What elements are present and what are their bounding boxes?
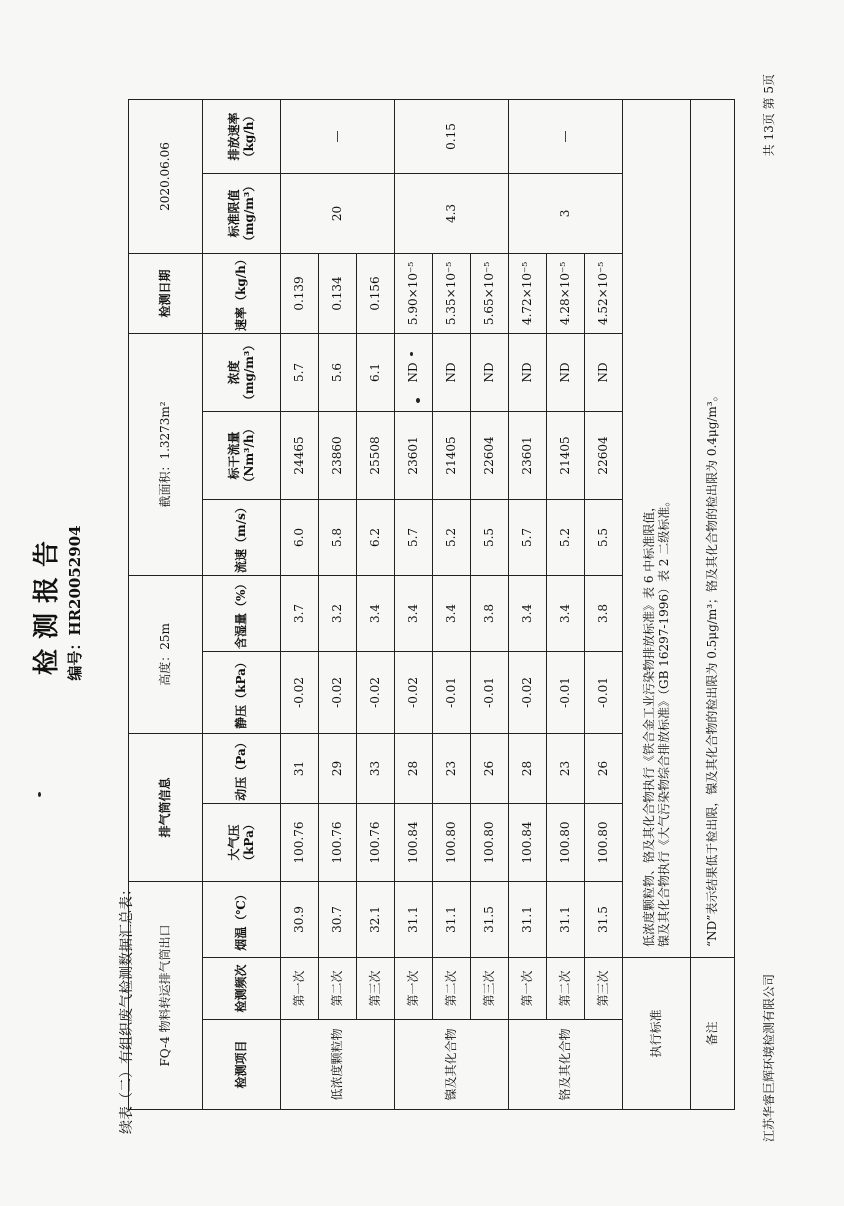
rate-cell: 4.28×10⁻⁵ [547, 253, 585, 333]
atm-cell: 100.76 [357, 803, 395, 881]
static-cell: -0.02 [395, 651, 433, 733]
conc-cell: 6.1 [357, 333, 395, 411]
freq-cell: 第二次 [433, 958, 471, 1020]
temp-cell: 31.5 [585, 881, 623, 957]
freq-cell: 第一次 [395, 958, 433, 1020]
report-number: 编号：HR20052904 [66, 525, 84, 681]
freq-cell: 第一次 [281, 958, 319, 1020]
dyn-cell: 29 [319, 733, 357, 803]
freq-cell: 第三次 [471, 958, 509, 1020]
rate-cell: 0.156 [357, 253, 395, 333]
flow-cell: 5.7 [509, 499, 547, 575]
static-cell: -0.02 [357, 651, 395, 733]
emission-table [128, 99, 735, 1110]
conc-cell: ND [433, 333, 471, 411]
rate-cell: 4.52×10⁻⁵ [585, 253, 623, 333]
static-cell: -0.01 [471, 651, 509, 733]
item-name: 铬及其化合物 [509, 1020, 623, 1110]
test-date: 2020.06.06 [129, 99, 203, 253]
section-area: 截面积：1.3273m² [129, 333, 203, 575]
flow-cell: 5.2 [547, 499, 585, 575]
flow-cell: 5.8 [319, 499, 357, 575]
dyn-cell: 26 [585, 733, 623, 803]
limit-rate-cell: — [509, 99, 623, 173]
conc-cell: ND [509, 333, 547, 411]
flow-cell: 6.2 [357, 499, 395, 575]
col-dyn: 动压（Pa） [203, 733, 281, 803]
dyn-cell: 26 [471, 733, 509, 803]
moist-cell: 3.4 [395, 575, 433, 651]
freq-cell: 第三次 [585, 958, 623, 1020]
atm-cell: 100.80 [471, 803, 509, 881]
table-row [395, 99, 433, 1109]
atm-cell: 100.84 [395, 803, 433, 881]
limit-rate-cell: — [281, 99, 395, 173]
header-row-1 [129, 99, 203, 1109]
report-title: 检测报告 [32, 531, 62, 676]
col-moist: 含湿量（%） [203, 575, 281, 651]
table-row [281, 99, 319, 1109]
standard-text [623, 99, 691, 957]
col-limit: 标准限值（mg/m³） [203, 173, 281, 253]
freq-cell: 第一次 [509, 958, 547, 1020]
conc-cell: 5.6 [319, 333, 357, 411]
conc-cell: ND [547, 333, 585, 411]
col-atm: 大气压（kPa） [203, 803, 281, 881]
dyn-cell: 23 [547, 733, 585, 803]
dyn-cell: 28 [509, 733, 547, 803]
static-cell: -0.01 [433, 651, 471, 733]
standard-line-2: 镍及其化合物执行《大气污染物综合排放标准》（GB 16297-1996）表 2 二级标准。 [656, 494, 671, 947]
col-limit-rate: 排放速率（kg/h） [203, 99, 281, 173]
atm-cell: 100.80 [433, 803, 471, 881]
col-static: 静压（kPa） [203, 651, 281, 733]
moist-cell: 3.8 [471, 575, 509, 651]
rate-cell: 5.65×10⁻⁵ [471, 253, 509, 333]
std-flow-cell: 22604 [471, 411, 509, 499]
std-flow-cell: 25508 [357, 411, 395, 499]
dyn-cell: 23 [433, 733, 471, 803]
table-caption: 续表（二）有组织废气检测数据汇总表： [119, 882, 135, 1134]
moist-cell: 3.7 [281, 575, 319, 651]
item-name: 低浓度颗粒物 [281, 1020, 395, 1110]
static-cell: -0.02 [281, 651, 319, 733]
standard-line-1: 低浓度颗粒物、铬及其化合物执行《铁合金工业污染物排放标准》表 6 中标准限值， [641, 499, 656, 947]
stack-info-label: 排气筒信息 [129, 733, 203, 881]
dyn-cell: 31 [281, 733, 319, 803]
rate-cell: 4.72×10⁻⁵ [509, 253, 547, 333]
atm-cell: 100.76 [319, 803, 357, 881]
header-row-2 [203, 99, 281, 1109]
flow-cell: 5.7 [395, 499, 433, 575]
freq-cell: 第三次 [357, 958, 395, 1020]
std-flow-cell: 21405 [547, 411, 585, 499]
std-flow-cell: 23601 [395, 411, 433, 499]
temp-cell: 30.9 [281, 881, 319, 957]
rate-cell: 5.35×10⁻⁵ [433, 253, 471, 333]
page-number: 共 13页 第 5页 [762, 74, 776, 157]
temp-cell: 32.1 [357, 881, 395, 957]
company-name: 江苏华睿巨辉环境检测有限公司 [762, 973, 776, 1142]
flow-cell: 6.0 [281, 499, 319, 575]
item-name: 镍及其化合物 [395, 1020, 509, 1110]
moist-cell: 3.4 [547, 575, 585, 651]
moist-cell: 3.4 [509, 575, 547, 651]
standard-row [623, 99, 691, 1109]
col-rate: 速率（kg/h） [203, 253, 281, 333]
static-cell: -0.01 [547, 651, 585, 733]
std-flow-cell: 21405 [433, 411, 471, 499]
dyn-cell: 28 [395, 733, 433, 803]
moist-cell: 3.4 [433, 575, 471, 651]
temp-cell: 30.7 [319, 881, 357, 957]
dyn-cell: 33 [357, 733, 395, 803]
col-conc: 浓度（mg/m³） [203, 333, 281, 411]
temp-cell: 31.1 [509, 881, 547, 957]
conc-cell: 5.7 [281, 333, 319, 411]
std-flow-cell: 24465 [281, 411, 319, 499]
atm-cell: 100.76 [281, 803, 319, 881]
limit-rate-cell: 0.15 [395, 99, 509, 173]
conc-cell: ND [395, 333, 433, 411]
stack-height: 高度：25m [129, 575, 203, 733]
conc-cell: ND [471, 333, 509, 411]
col-std-flow: 标干流量（Nm³/h） [203, 411, 281, 499]
table-row [509, 99, 547, 1109]
flow-cell: 5.5 [471, 499, 509, 575]
atm-cell: 100.80 [585, 803, 623, 881]
remark-text: “ND”表示结果低于检出限，镍及其化合物的检出限为 0.5μg/m³；铬及其化合物的检出限为 0.4μg/m³。 [691, 99, 735, 957]
std-flow-cell: 22604 [585, 411, 623, 499]
table-body [129, 99, 735, 1109]
flow-cell: 5.5 [585, 499, 623, 575]
col-freq: 检测频次 [203, 958, 281, 1020]
limit-cell: 3 [509, 173, 623, 253]
outlet-name: FQ-4 物料转运排气筒出口 [129, 881, 203, 1109]
rate-cell: 0.139 [281, 253, 319, 333]
atm-cell: 100.84 [509, 803, 547, 881]
limit-cell: 20 [281, 173, 395, 253]
temp-cell: 31.1 [433, 881, 471, 957]
static-cell: -0.01 [585, 651, 623, 733]
freq-cell: 第二次 [547, 958, 585, 1020]
date-label: 检测日期 [129, 253, 203, 333]
col-flow: 流速（m/s） [203, 499, 281, 575]
temp-cell: 31.5 [471, 881, 509, 957]
rate-cell: 5.90×10⁻⁵ [395, 253, 433, 333]
col-item: 检测项目 [203, 1020, 281, 1110]
std-flow-cell: 23860 [319, 411, 357, 499]
moist-cell: 3.2 [319, 575, 357, 651]
flow-cell: 5.2 [433, 499, 471, 575]
remark-label: 备注 [691, 958, 735, 1110]
col-temp: 烟温（℃） [203, 881, 281, 957]
std-flow-cell: 23601 [509, 411, 547, 499]
remark-row [691, 99, 735, 1109]
moist-cell: 3.4 [357, 575, 395, 651]
moist-cell: 3.8 [585, 575, 623, 651]
conc-cell: ND [585, 333, 623, 411]
atm-cell: 100.80 [547, 803, 585, 881]
static-cell: -0.02 [509, 651, 547, 733]
temp-cell: 31.1 [547, 881, 585, 957]
static-cell: -0.02 [319, 651, 357, 733]
rate-cell: 0.134 [319, 253, 357, 333]
temp-cell: 31.1 [395, 881, 433, 957]
freq-cell: 第二次 [319, 958, 357, 1020]
limit-cell: 4.3 [395, 173, 509, 253]
standard-label: 执行标准 [623, 958, 691, 1110]
